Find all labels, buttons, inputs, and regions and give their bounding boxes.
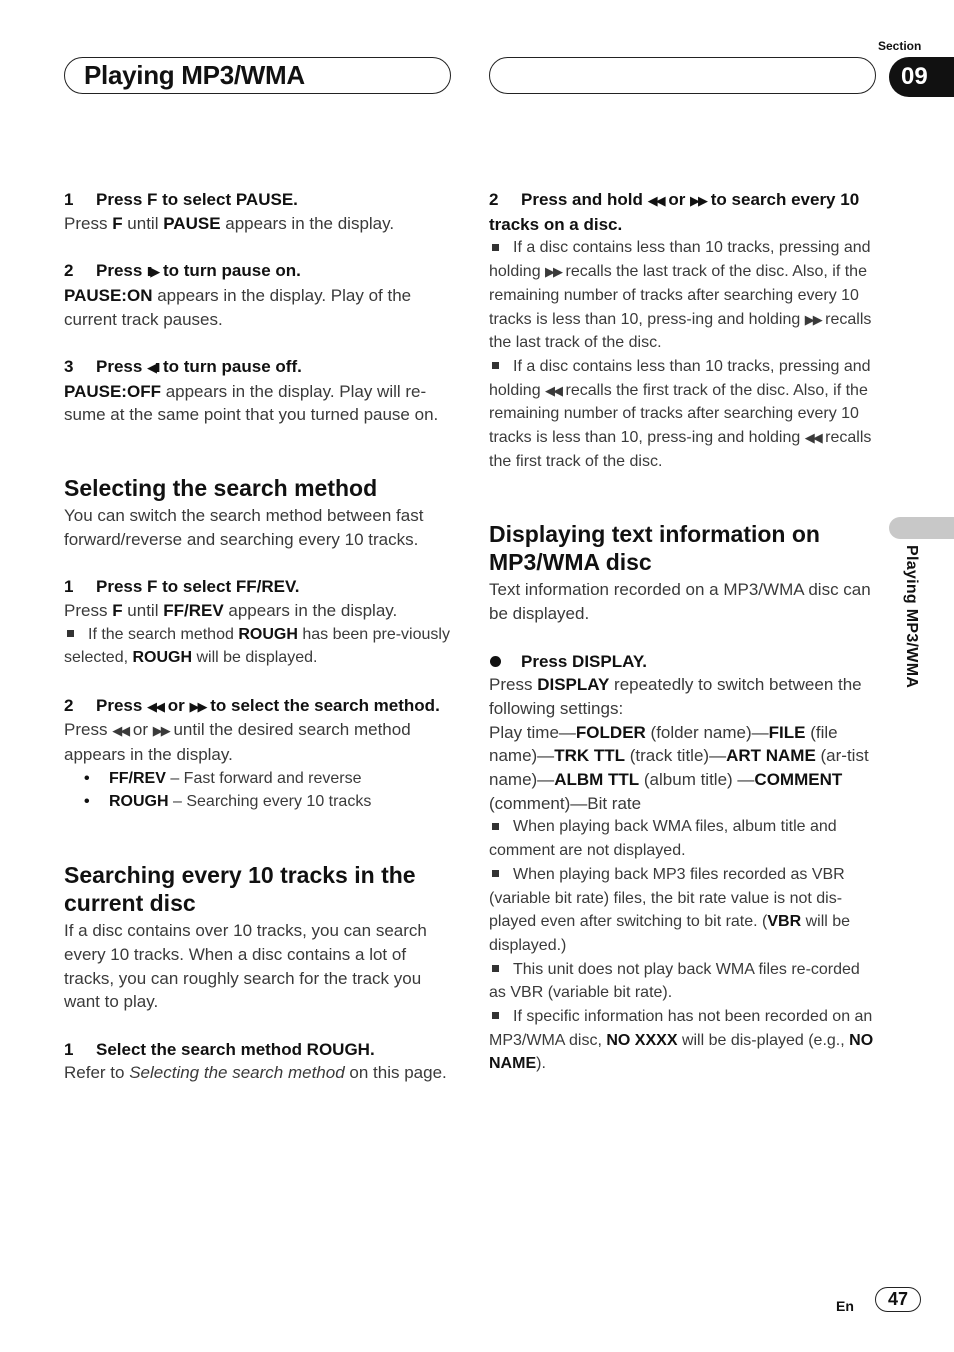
side-thumb-tab	[889, 517, 954, 539]
language-label: En	[836, 1298, 854, 1314]
note-bullet-icon	[492, 965, 499, 972]
note: When playing back WMA files, album title and comment are not displayed.	[489, 818, 837, 860]
step-body: Press DISPLAY repeatedly to switch between the following settings:	[489, 675, 862, 718]
note: If the search method ROUGH has been pre-viously selected, ROUGH will be displayed.	[64, 625, 450, 667]
play-pause-icon: ◀II	[147, 359, 159, 375]
step-body: Press F until PAUSE appears in the display.	[64, 213, 395, 233]
side-chapter-label: Playing MP3/WMA	[903, 545, 920, 689]
fast-forward-icon: ▶▶	[189, 698, 206, 714]
step-body: Press ◀◀ or ▶▶ until the desired search method appears in the display.	[64, 720, 411, 764]
rewind-icon: ◀◀	[545, 382, 562, 398]
rewind-icon: ◀◀	[147, 698, 164, 714]
rewind-icon: ◀◀	[112, 723, 129, 739]
fast-forward-icon: ▶▶	[804, 311, 821, 327]
paragraph: Text information recorded on a MP3/WMA disc can be displayed.	[489, 580, 871, 624]
note-bullet-icon	[492, 1012, 499, 1019]
note: If a disc contains less than 10 tracks, pressing and holding ▶▶ recalls the last track of the disc. Also, if the remaining number of tracks after searching every 10 tracks is less than 10, press-ing and holding ▶▶ recalls the last track of the disc.	[489, 239, 872, 352]
step-body: PAUSE:ON appears in the display. Play of the current track pauses.	[64, 285, 412, 329]
note-bullet-icon	[492, 823, 499, 830]
step-hold-search: 2 Press and hold ◀◀ or ▶▶ to search every 10 tracks on a disc.	[489, 190, 860, 234]
fast-forward-icon: ▶▶	[690, 193, 707, 208]
step-pause-on: 2 Press II▶ to turn pause on.	[64, 261, 301, 281]
section-label: Section	[878, 39, 922, 53]
fast-forward-icon: ▶▶	[545, 264, 562, 280]
right-column	[489, 188, 879, 1076]
display-sequence: Play time—FOLDER (folder name)—FILE (file name)—TRK TTL (track title)—ART NAME (ar-tist name)—ALBM TTL (album title) —COMMENT (comment)—Bit rate	[489, 722, 869, 813]
step-select-search-method: 2 Press ◀◀ or ▶▶ to select the search method.	[64, 695, 440, 715]
note-bullet-icon	[492, 362, 499, 369]
step-press-display: Press DISPLAY.	[489, 650, 879, 674]
paragraph: You can switch the search method between fast forward/reverse and searching every 10 tracks.	[64, 506, 424, 549]
note-bullet-icon	[492, 244, 499, 251]
page-number: 47	[875, 1287, 921, 1312]
step-pause-select: 1 Press F to select PAUSE.	[64, 190, 298, 209]
step-body: Refer to Selecting the search method on this page.	[64, 1063, 447, 1083]
note-bullet-icon	[67, 630, 74, 637]
list-item: • ROUGH – Searching every 10 tracks	[84, 793, 372, 811]
step-body: Press F until FF/REV appears in the display.	[64, 600, 398, 620]
note: This unit does not play back WMA files re-corded as VBR (variable bit rate).	[489, 960, 860, 1002]
header-blank-frame	[489, 57, 876, 94]
note: When playing back MP3 files recorded as VBR (variable bit rate) files, the bit rate value is not dis-played even after switching to bit rate. (VBR will be displayed.)	[489, 865, 851, 954]
section-number-badge: 09	[889, 57, 954, 97]
step-pause-off: 3 Press ◀II to turn pause off.	[64, 356, 302, 376]
note: If specific information has not been recorded on an MP3/WMA disc, NO XXXX will be dis-played (e.g., NO NAME).	[489, 1008, 874, 1073]
note: If a disc contains less than 10 tracks, pressing and holding ◀◀ recalls the first track of the disc. Also, if the remaining number of tracks after searching every 10 tracks is less than 10, press-ing and holding ◀◀ recalls the first track of the disc.	[489, 357, 872, 470]
page-title: Playing MP3/WMA	[84, 60, 305, 90]
left-column	[64, 188, 456, 1085]
step-body: PAUSE:OFF appears in the display. Play will re-sume at the same point that you turned pause on.	[64, 381, 439, 425]
step-select-rough: 1 Select the search method ROUGH.	[64, 1039, 375, 1059]
heading-displaying-text-info: Displaying text information on MP3/WMA disc	[489, 521, 820, 576]
cross-reference: Selecting the search method	[129, 1063, 345, 1083]
note-bullet-icon	[492, 870, 499, 877]
fast-forward-icon: ▶▶	[152, 723, 169, 739]
pause-play-icon: II▶	[147, 264, 159, 280]
heading-selecting-search-method: Selecting the search method	[64, 475, 378, 501]
list-item: • FF/REV – Fast forward and reverse	[84, 769, 362, 787]
rewind-icon: ◀◀	[647, 193, 664, 208]
paragraph: If a disc contains over 10 tracks, you can search every 10 tracks. When a disc contains a lot of tracks, you can roughly search for the track you want to play.	[64, 921, 427, 1012]
rewind-icon: ◀◀	[804, 430, 821, 446]
step-bullet-icon	[490, 656, 501, 667]
step-ffrev-select: 1 Press F to select FF/REV.	[64, 577, 300, 597]
heading-searching-every-10: Searching every 10 tracks in the current disc	[64, 862, 416, 917]
